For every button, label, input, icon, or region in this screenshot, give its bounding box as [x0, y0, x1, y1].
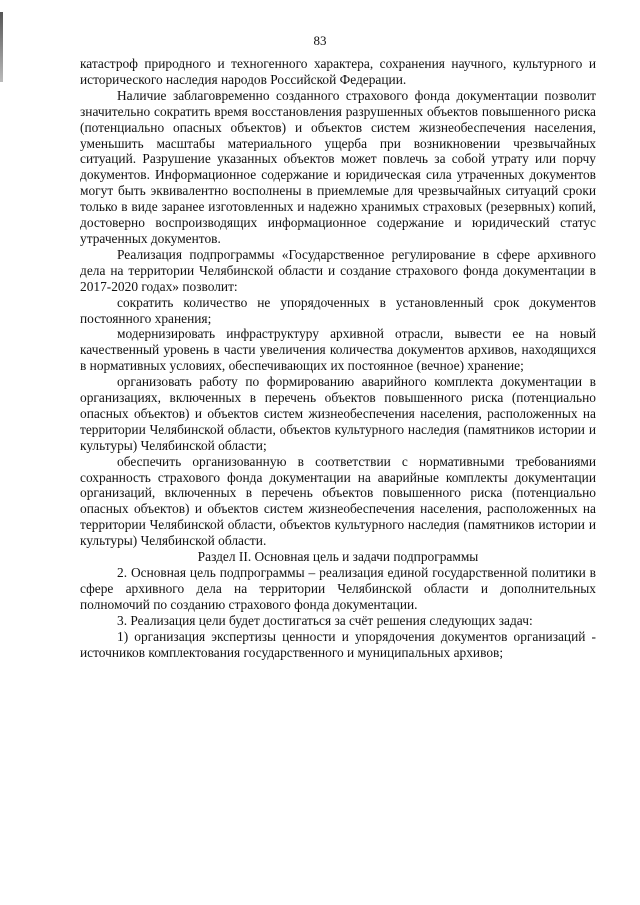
paragraph-subprogram-allows: Реализация подпрограммы «Государственное регулирование в сфере архивного дела на территории Челябинской области и создание страхового фонда документации в 2017-2020 годах» позволит:: [80, 246, 596, 294]
paragraph-tasks-intro: 3. Реализация цели будет достигаться за счёт решения следующих задач:: [117, 612, 533, 628]
paragraph-task-1: 1) организация экспертизы ценности и упорядочения документов организаций - источников комплектования государственного и муниципальных архивов;: [80, 628, 596, 660]
paragraph-continuation: катастроф природного и техногенного характера, сохранения научного, культурного и исторического наследия народов Российской Федерации.: [80, 56, 596, 87]
paragraph-insurance-fund: Наличие заблаговременно созданного страхового фонда документации позволит значительно сократить время восстановления разрушенных объектов повышенного риска (потенциально опасных объектов) и объектов систем жизнеобеспечения населения, уменьшить масштабы материального ущерба при возникновении чрезвычайных ситуаций. Разрушение указанных объектов может повлечь за собой утрату или порчу документов. Информационное содержание и юридическая сила утраченных документов могут быть эквивалентно восполнены в приемлемые для чрезвычайных ситуаций сроки только в виде заранее изготовленных и надежно хранимых страховых (резервных) копий, достоверно воспроизводящих информационное содержание и юридический статус утраченных документов.: [80, 87, 596, 246]
paragraph-reduce-count: сократить количество не упорядоченных в установленный срок документов постоянного хранения;: [80, 294, 596, 326]
page-number: 83: [313, 33, 327, 48]
section-heading: Раздел II. Основная цель и задачи подпрограммы: [197, 549, 479, 565]
body-text: [80, 56, 596, 660]
paragraph-ensure-safety: обеспечить организованную в соответствии с нормативными требованиями сохранность страхового фонда документации на аварийные комплекты документации организаций, включенных в перечень объектов повышенного риска (потенциально опасных объектов) и объектов систем жизнеобеспечения населения, расположенных на территории Челябинской области, объектов культурного наследия (памятников истории и культуры) Челябинской области.: [80, 453, 596, 549]
paragraph-organize-work: организовать работу по формированию аварийного комплекта документации в организациях, включенных в перечень объектов повышенного риска (потенциально опасных объектов) и объектов систем жизнеобеспечения населения, расположенных на территории Челябинской области, объектов культурного наследия (памятников истории и культуры) Челябинской области;: [80, 374, 596, 453]
paragraph-modernize: модернизировать инфраструктуру архивной отрасли, вывести ее на новый качественный уровень в части увеличения количества документов архивов, находящихся в нормативных условиях, обеспечивающих их постоянное (вечное) хранение;: [80, 326, 596, 374]
paragraph-main-goal: 2. Основная цель подпрограммы – реализация единой государственной политики в сфере архивного дела на территории Челябинской области и дополнительных полномочий по созданию страхового фонда документации.: [80, 565, 596, 612]
